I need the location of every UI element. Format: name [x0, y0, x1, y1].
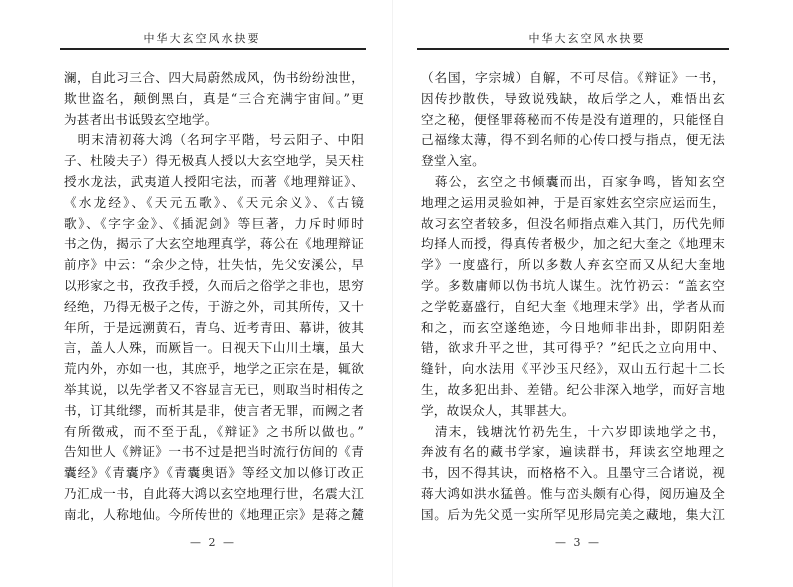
text-line: （名国，字宗城）自解，不可尽信。《辩证》一书，: [421, 70, 725, 85]
body-text: [421, 68, 725, 526]
page-number: — 2 —: [190, 536, 236, 549]
text-line: 《水龙经》、《天元五歌》、《天元余义》、《古镜: [64, 194, 364, 210]
text-line: 生，故多犯出卦、差错。纪公非深入地学，而好言地: [421, 381, 725, 397]
header-rule: [60, 48, 366, 50]
page-gutter: [392, 0, 393, 587]
text-line: 荒内外，亦如一也，其庶乎，地学之正宗在是，辄欲: [64, 361, 364, 377]
text-line: 授水龙法，武夷道人授阳宅法，而著《地理辩证》、: [64, 173, 364, 189]
running-header: 中华大玄空风水抉要: [528, 32, 646, 45]
text-line: 学。多数庸师以伪书坑人谋生。沈竹礽云：“盖玄空: [421, 277, 725, 293]
left-page: [0, 0, 396, 587]
text-line: 错，欲求升平之世，其可得乎？”纪氏之立向用中、: [421, 340, 725, 356]
text-line: 己福缘太薄，得不到名师的心传口授与指点，便无法: [421, 132, 725, 148]
text-line: 欺世盗名，颠倒黑白，真是“三合充满宇宙间。”更: [64, 90, 364, 106]
text-line: 年所，于是远溯黄石，青乌、近考青田、幕讲，彼其: [64, 319, 364, 335]
text-line: 清末，钱塘沈竹礽先生，十六岁即读地学之书，: [421, 423, 725, 439]
text-line: 书，订其纰缪，而析其是非，使言者无罪，而阙之者: [64, 402, 364, 418]
body-text: [64, 68, 364, 526]
text-line: 因传抄散佚，导致说残缺，故后学之人，难悟出玄: [421, 90, 725, 106]
text-line: 为甚者出书诋毁玄空地学。: [64, 111, 218, 127]
text-line: 以形家之书，孜孜手授，久而后之俗学之非也，思穷: [64, 277, 364, 293]
text-line: 学》一度盛行，所以多数人弃玄空而又从纪大奎地: [421, 257, 725, 273]
text-line: 故习玄空者较多，但没名师指点难入其门，历代先师: [421, 215, 725, 231]
text-line: 乃汇成一书，自此蒋大鸿以玄空地理行世，名震大江: [64, 485, 364, 501]
text-line: 有所徵戒，而不至于乱，《辩证》之书所以做也。”: [64, 423, 364, 439]
running-header: 中华大玄空风水抉要: [143, 32, 261, 45]
text-line: 蒋公，玄空之书倾囊而出，百家争鸣，皆知玄空: [421, 173, 725, 189]
text-line: 南北，人称地仙。今所传世的《地理正宗》是蒋之麓: [64, 506, 364, 522]
text-line: 举其说，以先学者又不容显言无已，则取当时相传之: [64, 381, 364, 397]
text-line: 澜，自此习三合、四大局蔚然成风，伪书纷纷浊世，: [64, 70, 364, 85]
text-line: 书之伪，揭示了大玄空地理真学，蒋公在《地理辩证: [64, 236, 364, 252]
text-line: 告知世人《辨证》一书不过是把当时流行仿间的《青: [64, 444, 364, 460]
text-line: 国。后为先父觅一实所罕见形局完美之藏地，集大江: [421, 506, 725, 522]
page-number: — 3 —: [555, 536, 601, 549]
text-line: 经绝，乃得无极子之传，于游之外，司其所传，又十: [64, 298, 364, 314]
text-line: 和之，而玄空遂绝迹，今日地师非出卦，即阴阳差: [421, 319, 725, 335]
text-line: 缝针，向水法用《平沙玉尺经》，双山五行起十二长: [421, 361, 725, 377]
text-line: 歌》、《字字金》、《插泥剑》等巨著，力斥时师时: [64, 215, 364, 231]
text-line: 子、杜陵夫子）得无极真人授以大玄空地学，吴天柱: [64, 153, 364, 169]
text-line: 书，因不得其诀，而格格不入。且墨守三合诸说，视: [421, 465, 725, 481]
text-line: 言，盖人人殊，而厥旨一。日视天下山川土壤，虽大: [64, 340, 364, 356]
text-line: 空之秘，便怪罪蒋秘而不传是没有道理的，只能怪自: [421, 111, 725, 127]
text-line: 学，故误众人，其罪甚大。: [421, 402, 575, 418]
text-line: 囊经》《青囊序》《青囊奥语》等经文加以修订改正: [64, 465, 364, 481]
text-line: 均择人而授，得真传者极少，加之纪大奎之《地理末: [421, 236, 725, 252]
text-line: 登堂入室。: [421, 153, 485, 169]
text-line: 蒋大鸿如洪水猛兽。惟与峦头颇有心得，阅历遍及全: [421, 485, 725, 501]
text-line: 奔波有名的藏书学家，遍读群书，拜读玄空地理之: [421, 444, 725, 460]
text-line: 之学乾嘉盛行，自纪大奎《地理末学》出，学者从而: [421, 298, 725, 314]
header-rule: [417, 48, 729, 50]
text-line: 明末清初蒋大鸿（名珂字平階，号云阳子、中阳: [64, 132, 364, 148]
right-page: [397, 0, 793, 587]
text-line: 前序》中云：“余少之恃，壮失怙，先父安溪公，早: [64, 257, 364, 273]
text-line: 地理之运用灵验如神，于是百家姓玄空宗应运而生，: [421, 194, 725, 210]
